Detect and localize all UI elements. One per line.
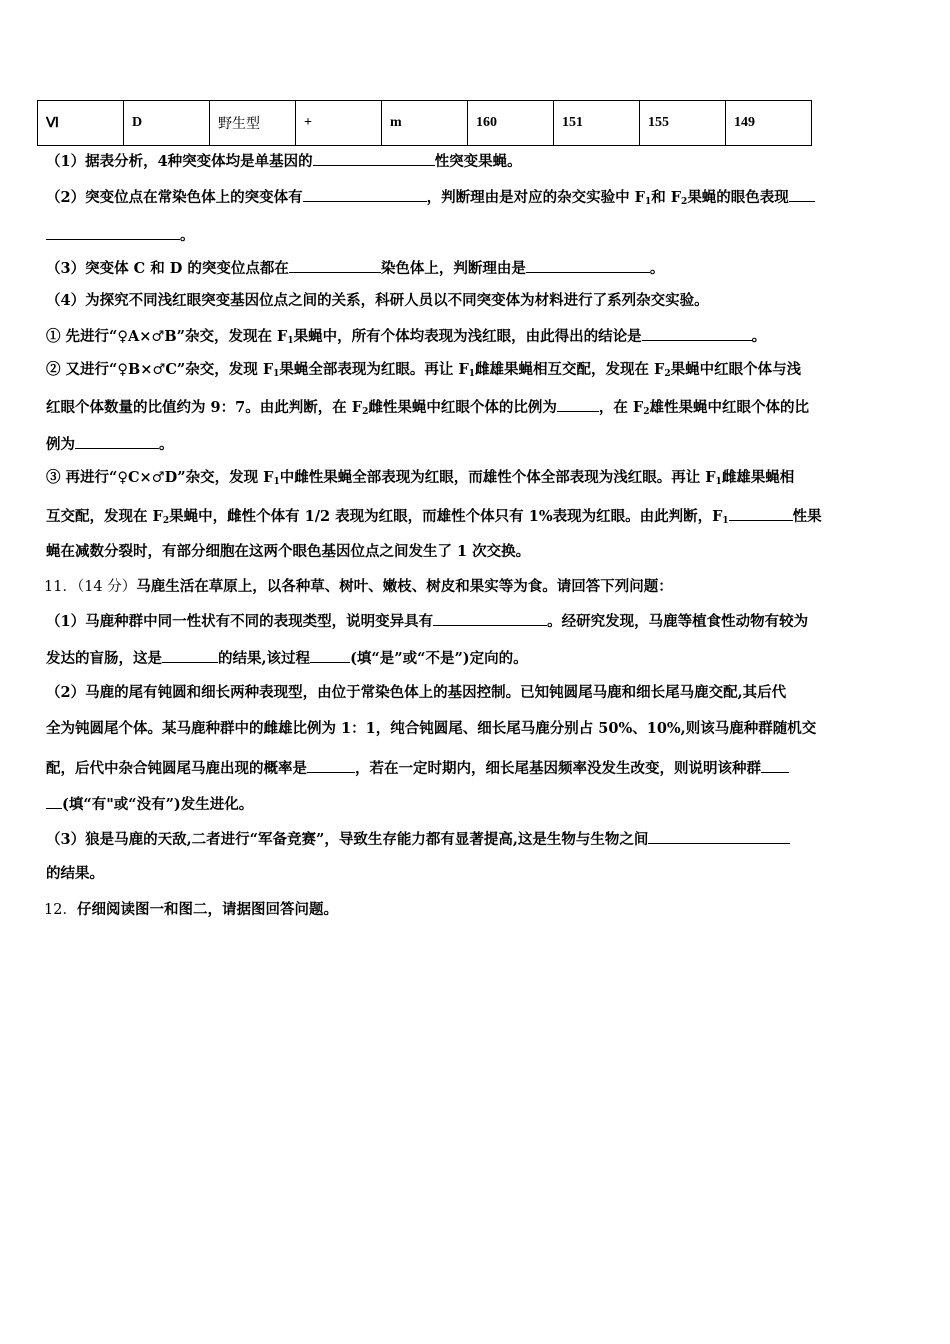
answer-blank[interactable]	[433, 610, 547, 626]
table-cell: 155	[640, 101, 726, 146]
data-table	[37, 100, 812, 146]
answer-blank[interactable]	[75, 433, 159, 449]
q10-step2-line3: 例为 。	[46, 433, 174, 455]
q10-step3-line1: ③ 再进行“♀C×♂D”杂交，发现 $F_1$中雌性果蝇全部表现为红眼，而雄性个体全部表现为浅红眼。再让 $F_1$雌雄果蝇相	[46, 469, 795, 487]
q10-part1: （1）据表分析，4种突变体均是单基因的 性突变果蝇。	[46, 150, 522, 172]
q10-part2-line2: 。	[46, 224, 195, 246]
table-cell: +	[296, 101, 382, 146]
q10-step1: ① 先进行“♀A×♂B”杂交，发现在 $F_1$果蝇中，所有个体均表现为浅红眼，由此得出的结论是 。	[46, 325, 766, 347]
q11-part2-line1: （2）马鹿的尾有钝圆和细长两种表现型，由位于常染色体上的基因控制。已知钝圆尾马鹿和细长尾马鹿交配,其后代	[46, 684, 787, 701]
answer-blank[interactable]	[307, 757, 355, 773]
question-number: 11．（14 分）	[44, 579, 137, 595]
answer-blank[interactable]	[789, 186, 815, 202]
answer-blank[interactable]	[289, 257, 381, 273]
q10-part3: （3）突变体 C 和 D 的突变位点都在 染色体上，判断理由是 。	[46, 257, 664, 279]
table-cell: 149	[726, 101, 812, 146]
answer-blank-continued[interactable]	[46, 793, 62, 809]
q10-step2-line1: ② 又进行“♀B×♂C”杂交，发现 $F_1$果蝇全部表现为红眼。再让 $F_1$雌雄果蝇相互交配，发现在 $F_2$果蝇中红眼个体与浅	[46, 361, 802, 379]
answer-blank[interactable]	[648, 828, 790, 844]
answer-blank[interactable]	[761, 757, 789, 773]
q11-part2-line2: 全为钝圆尾个体。某马鹿种群中的雌雄比例为 1：1，纯合钝圆尾、细长尾马鹿分别占 50%、10%,则该马鹿种群随机交	[46, 720, 817, 737]
q11-part1-line2: 发达的盲肠，这是 的结果,该过程 (填“是”或“不是”)定向的。	[46, 647, 528, 669]
q10-step3-line2: 互交配，发现在 $F_2$果蝇中，雌性个体有 1/2 表现为红眼，而雄性个体只有 1%表现为红眼。由此判断，$F_1$ 性果	[46, 505, 822, 527]
table-cell: 151	[554, 101, 640, 146]
q10-part4: （4）为探究不同浅红眼突变基因位点之间的关系，科研人员以不同突变体为材料进行了系列杂交实验。	[46, 292, 709, 309]
answer-blank[interactable]	[526, 257, 650, 273]
answer-blank[interactable]	[313, 150, 435, 166]
answer-blank[interactable]	[729, 505, 793, 521]
table-cell: D	[124, 101, 210, 146]
table-row	[38, 101, 812, 146]
answer-blank[interactable]	[310, 647, 350, 663]
answer-blank[interactable]	[642, 325, 752, 341]
table-cell: 160	[468, 101, 554, 146]
table-cell: Ⅵ	[38, 101, 124, 146]
q11-part2-line4: (填“有"或“没有”)发生进化。	[46, 793, 253, 815]
q10-step3-line3: 蝇在减数分裂时，有部分细胞在这两个眼色基因位点之间发生了 1 次交换。	[46, 543, 531, 560]
q11-part3-line1: （3）狼是马鹿的天敌,二者进行“军备竞赛”，导致生存能力都有显著提高,这是生物与生物之间	[46, 828, 790, 850]
q11-stem: 11．（14 分）马鹿生活在草原上，以各种草、树叶、嫩枝、树皮和果实等为食。请回答下列问题：	[44, 578, 673, 595]
question-number: 12．	[44, 902, 77, 918]
q11-part3-line2: 的结果。	[46, 865, 104, 882]
q11-part1-line1: （1）马鹿种群中同一性状有不同的表现类型，说明变异具有 。经研究发现，马鹿等植食性动物有较为	[46, 610, 808, 632]
q12-stem: 12．仔细阅读图一和图二，请据图回答问题。	[44, 901, 338, 918]
q10-step2-line2: 红眼个体数量的比值约为 9：7。由此判断，在 $F_2$雌性果蝇中红眼个体的比例为 ，在 $F_2$雄性果蝇中红眼个体的比	[46, 396, 809, 418]
answer-blank[interactable]	[162, 647, 218, 663]
table-cell: 野生型	[210, 101, 296, 146]
answer-blank[interactable]	[557, 396, 599, 412]
answer-blank-continued[interactable]	[46, 224, 180, 240]
answer-blank[interactable]	[303, 186, 427, 202]
table-cell: m	[382, 101, 468, 146]
q11-part2-line3: 配，后代中杂合钝圆尾马鹿出现的概率是 ，若在一定时期内，细长尾基因频率没发生改变，则说明该种群	[46, 757, 789, 779]
q10-part2-line1: （2）突变位点在常染色体上的突变体有 ，判断理由是对应的杂交实验中 $F_1$和 $F_2$果蝇的眼色表现	[46, 186, 815, 208]
